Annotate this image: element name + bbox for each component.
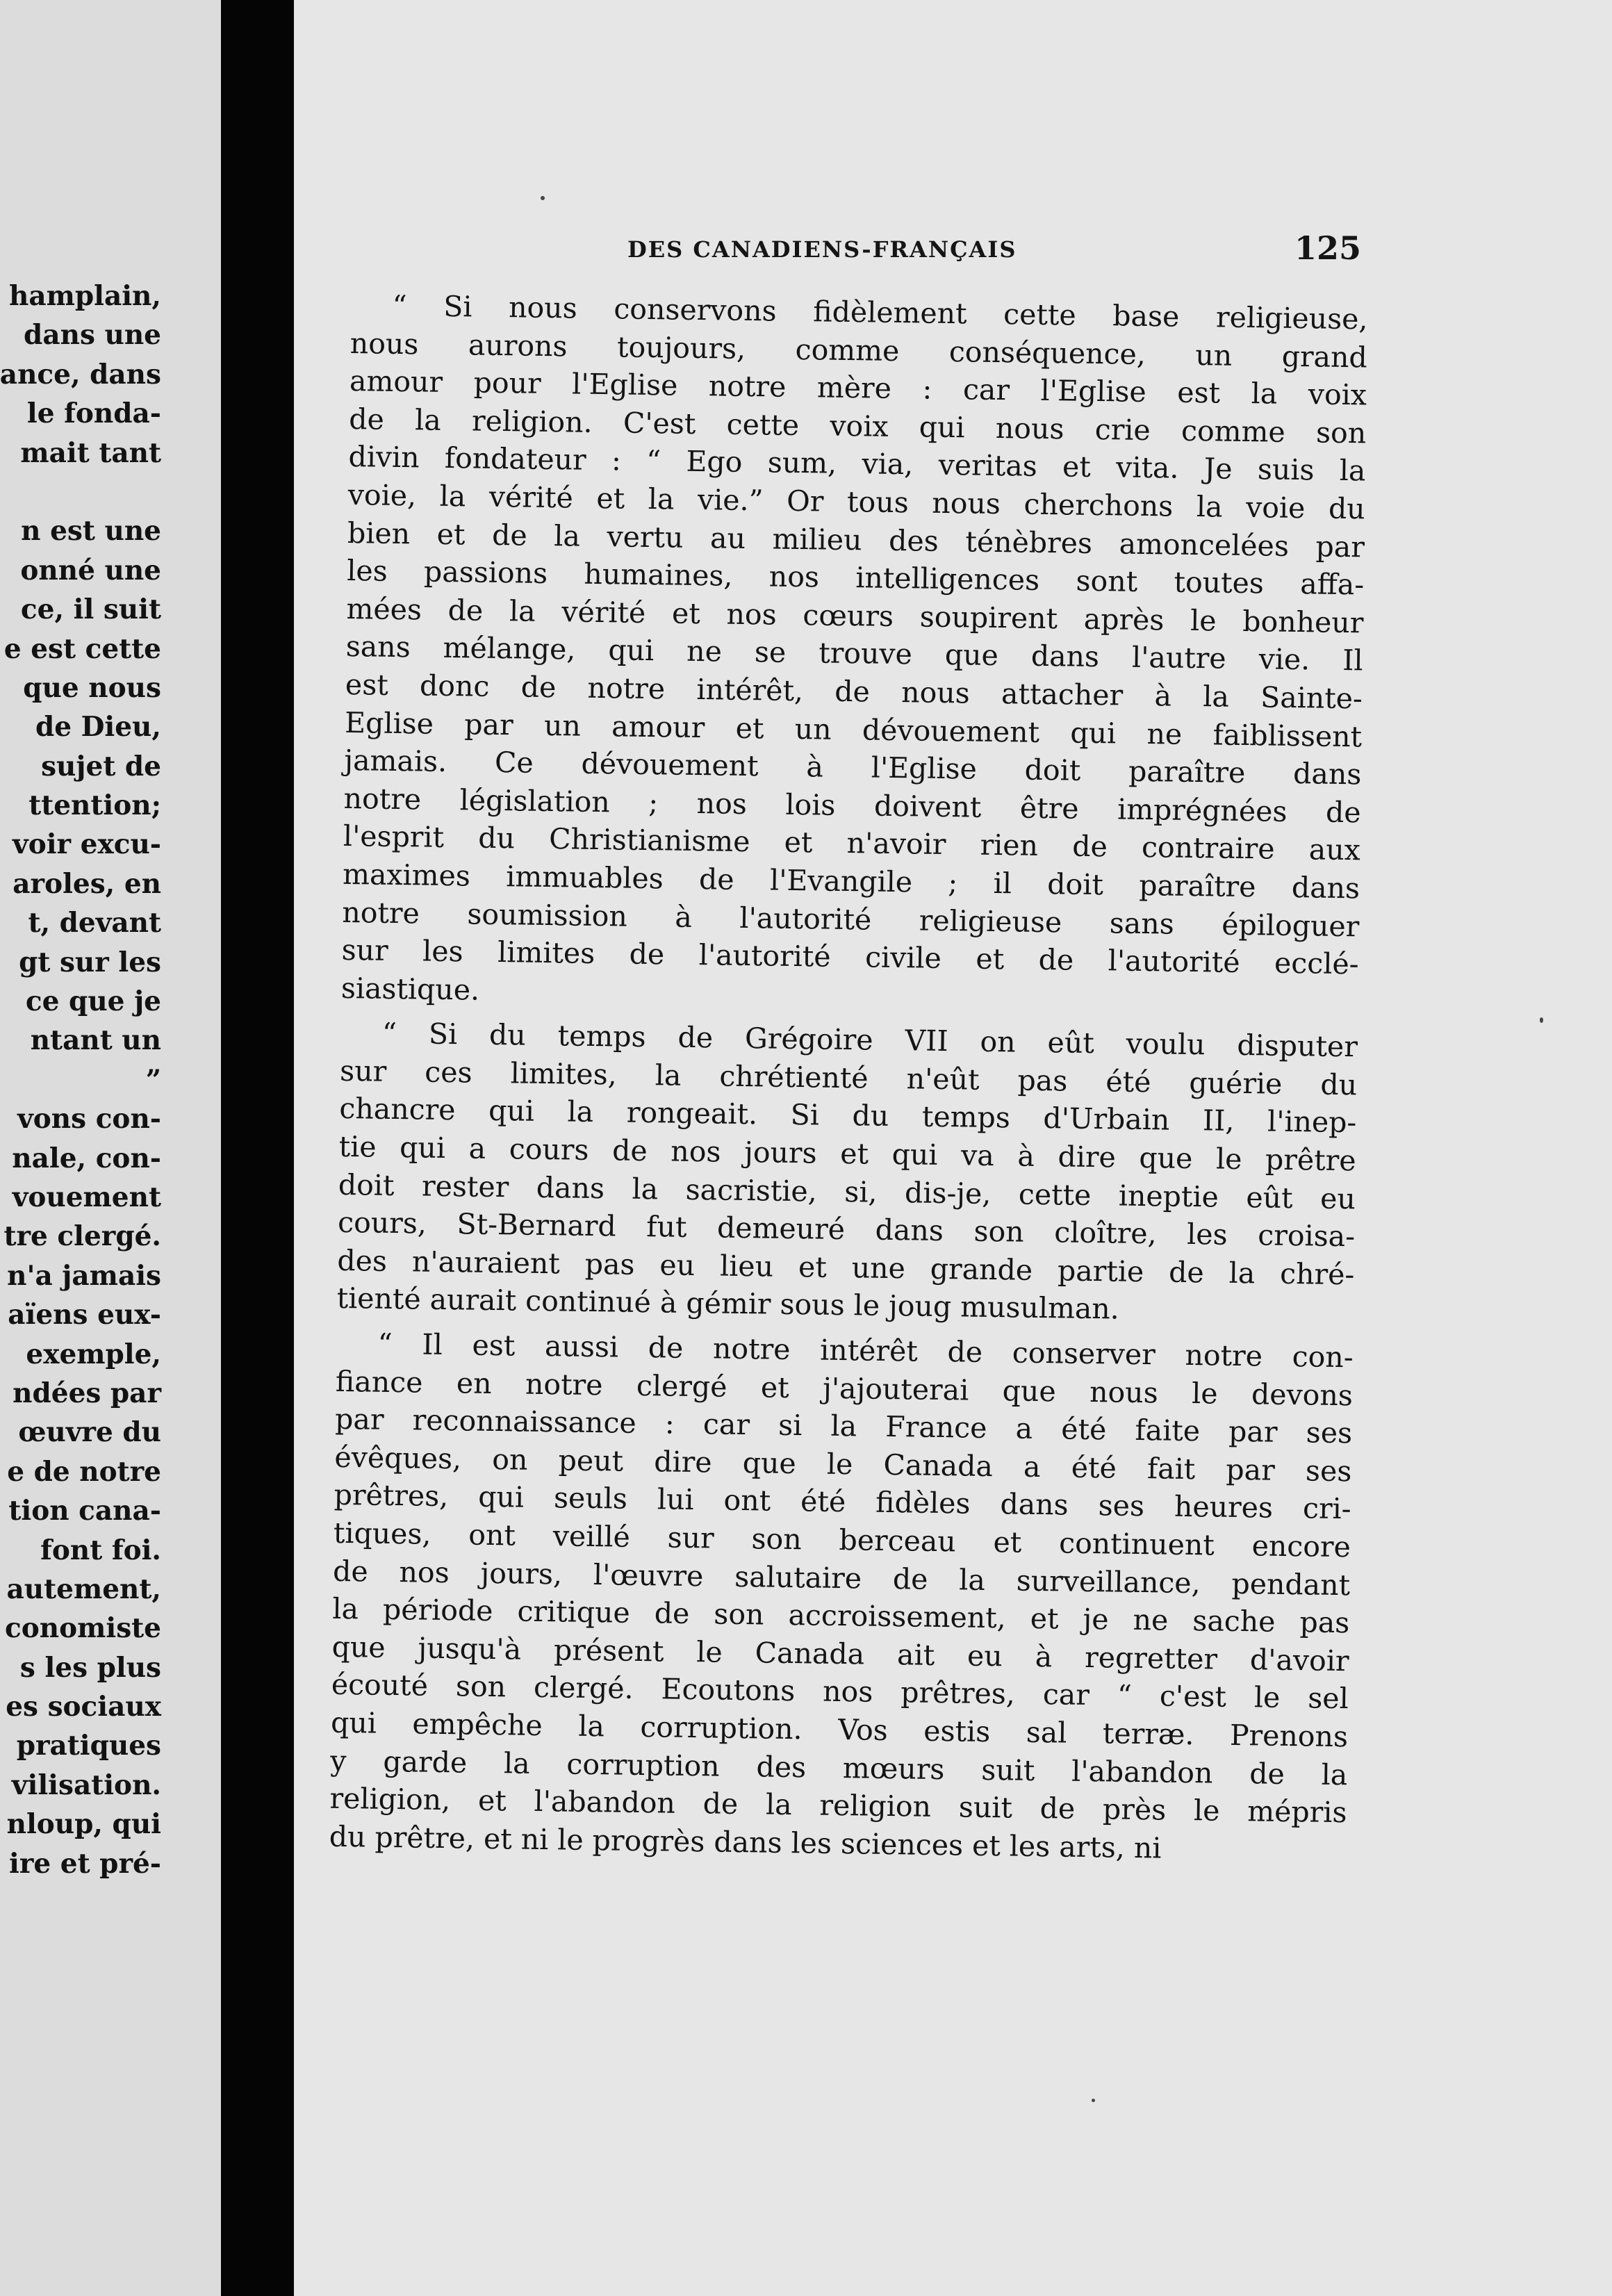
fragment-line: vilisation. — [11, 1769, 161, 1801]
text-line: amour pour l'Eglise notre mère : car l'Eglise est la voix — [349, 364, 1367, 412]
fragment-line: es sociaux — [6, 1691, 161, 1723]
fragment-line: le fonda- — [26, 397, 161, 430]
fragment-line: ire et pré- — [9, 1847, 161, 1880]
text-line: bien et de la vertu au milieu des ténèbres amoncelées par — [347, 516, 1365, 564]
fragment-line: hamplain, — [9, 280, 161, 312]
text-line: sur ces limites, la chrétienté n'eût pas été guérie du — [339, 1053, 1358, 1102]
fragment-line: conomiste — [5, 1612, 161, 1645]
text-line: “ Si nous conservons fidèlement cette base religieuse, — [392, 288, 1368, 336]
text-line: voie, la vérité et la vie.” Or tous nous cherchons la voie du — [347, 477, 1366, 526]
text-line: sur les limites de l'autorité civile et de l'autorité ecclé- — [341, 933, 1359, 981]
binding-gutter — [221, 0, 294, 2296]
text-line: prêtres, qui seuls lui ont été fidèles dans ses heures cri- — [334, 1478, 1351, 1526]
fragment-line: tre clergé. — [3, 1220, 161, 1253]
text-line: tie qui a cours de nos jours et qui va à dire que le prêtre — [338, 1129, 1356, 1178]
fragment-line: ce que je — [25, 985, 161, 1018]
text-line: l'esprit du Christianisme et n'avoir rien de contraire aux — [343, 819, 1361, 867]
running-head: DES CANADIENS-FRANÇAIS — [627, 236, 1017, 263]
text-line: évêques, on peut dire que le Canada a été fait par ses — [334, 1440, 1352, 1489]
page-number: 125 — [1294, 229, 1362, 267]
fragment-line: n'a jamais — [7, 1259, 161, 1292]
fragment-line: e est cette — [3, 632, 161, 665]
book-page — [294, 0, 1612, 2296]
text-line: jamais. Ce dévouement à l'Eglise doit paraître dans — [344, 744, 1362, 792]
body-text — [329, 286, 1367, 1870]
text-line: les passions humaines, nos intelligences sont toutes affa- — [346, 554, 1365, 602]
text-line: “ Si du temps de Grégoire VII on eût voulu disputer — [381, 1017, 1358, 1064]
text-line: tiques, ont veillé sur son berceau et continuent encore — [333, 1516, 1351, 1564]
fragment-line: e de notre — [7, 1455, 161, 1488]
fragment-line: aïens eux- — [8, 1299, 161, 1331]
fragment-line: onné une — [20, 554, 161, 587]
fragment-line: œuvre du — [18, 1416, 161, 1449]
text-line: doit rester dans la sacristie, si, dis-je, cette ineptie eût eu — [338, 1167, 1356, 1215]
text-line: chancre qui la rongeait. Si du temps d'Urbain II, l'inep- — [339, 1092, 1357, 1140]
text-line: notre législation ; nos lois doivent être imprégnées de — [343, 781, 1361, 830]
paragraph — [336, 1014, 1358, 1331]
previous-page-fragment — [0, 0, 221, 2296]
fragment-line: vons con- — [17, 1103, 161, 1135]
previous-page-text-column — [0, 277, 161, 1883]
text-line: que jusqu'à présent le Canada ait eu à regretter d'avoir — [331, 1630, 1349, 1678]
fragment-line: ttention; — [28, 789, 161, 822]
fragment-line: ntant un — [30, 1024, 161, 1057]
print-speck — [1540, 1017, 1543, 1023]
fragment-line — [0, 473, 161, 511]
fragment-line: exemple, — [26, 1338, 161, 1370]
text-line: mées de la vérité et nos cœurs soupirent après le bonheur — [346, 591, 1364, 640]
fragment-line: tion cana- — [8, 1495, 161, 1527]
fragment-line: que nous — [23, 671, 161, 704]
fragment-line: aroles, en — [13, 867, 161, 900]
text-line: Eglise par un amour et un dévouement qui ne faiblissent — [344, 705, 1363, 753]
text-line: fiance en notre clergé et j'ajouterai que nous le devons — [335, 1364, 1354, 1412]
text-line: y garde la corruption des mœurs suit l'abandon de la — [330, 1744, 1348, 1791]
fragment-line: font foi. — [40, 1534, 161, 1566]
text-line: “ Il est aussi de notre intérêt de conserver notre con- — [377, 1327, 1354, 1375]
text-line: du prêtre, et ni le progrès dans les sciences et les arts, ni — [329, 1819, 1162, 1865]
fragment-line: gt sur les — [19, 946, 161, 978]
paragraph — [329, 1325, 1354, 1870]
text-line: siastique. — [340, 971, 480, 1007]
fragment-line: ce, il suit — [20, 593, 161, 626]
text-line: notre soumission à l'autorité religieuse sans épiloguer — [342, 895, 1360, 943]
text-line: sans mélange, qui ne se trouve que dans l'autre vie. Il — [345, 630, 1363, 678]
fragment-line: mait tant — [20, 436, 161, 469]
fragment-line: n est une — [21, 515, 161, 548]
fragment-line: s les plus — [19, 1651, 161, 1684]
paragraph — [341, 286, 1368, 1022]
fragment-line: t, devant — [28, 907, 161, 940]
fragment-line: dans une — [24, 319, 161, 352]
fragment-line: voir excu- — [13, 828, 161, 861]
text-line: des n'auraient pas eu lieu et une grande partie de la chré- — [337, 1243, 1355, 1292]
text-line: qui empêche la corruption. Vos estis sal terræ. Prenons — [330, 1705, 1349, 1754]
text-line: est donc de notre intérêt, de nous attacher à la Sainte- — [345, 667, 1363, 716]
print-speck — [541, 196, 545, 200]
fragment-line: autement, — [6, 1573, 161, 1605]
print-speck — [1092, 2099, 1095, 2102]
fragment-line: ndées par — [13, 1377, 161, 1409]
fragment-line: pratiques — [16, 1730, 161, 1762]
text-line: écouté son clergé. Ecoutons nos prêtres, car “ c'est le sel — [331, 1668, 1349, 1716]
fragment-line: sujet de — [41, 750, 161, 782]
text-line: divin fondateur : “ Ego sum, via, veritas et vita. Je suis la — [348, 440, 1366, 488]
text-line: religion, et l'abandon de la religion suit de près le mépris — [329, 1781, 1347, 1830]
text-line: maximes immuables de l'Evangile ; il doit paraître dans — [342, 857, 1360, 905]
text-line: par reconnaissance : car si la France a été faite par ses — [334, 1402, 1353, 1450]
text-line: la période critique de son accroissement, et je ne sache pas — [332, 1592, 1350, 1640]
fragment-line: nloup, qui — [6, 1808, 161, 1841]
text-line: cours, St-Bernard fut demeuré dans son cloître, les croisa- — [337, 1206, 1356, 1254]
text-line: nous aurons toujours, comme conséquence, un grand — [349, 326, 1368, 375]
text-line: de nos jours, l'œuvre salutaire de la surveillance, pendant — [332, 1554, 1351, 1602]
fragment-line: vouement — [12, 1181, 161, 1213]
text-line: tienté aurait continué à gémir sous le joug musulman. — [336, 1281, 1120, 1327]
fragment-line: ” — [145, 1063, 161, 1096]
text-line: de la religion. C'est cette voix qui nous crie comme son — [349, 402, 1367, 450]
fragment-line: de Dieu, — [35, 711, 161, 744]
fragment-line: nale, con- — [12, 1142, 161, 1174]
fragment-line: ance, dans — [0, 358, 161, 391]
